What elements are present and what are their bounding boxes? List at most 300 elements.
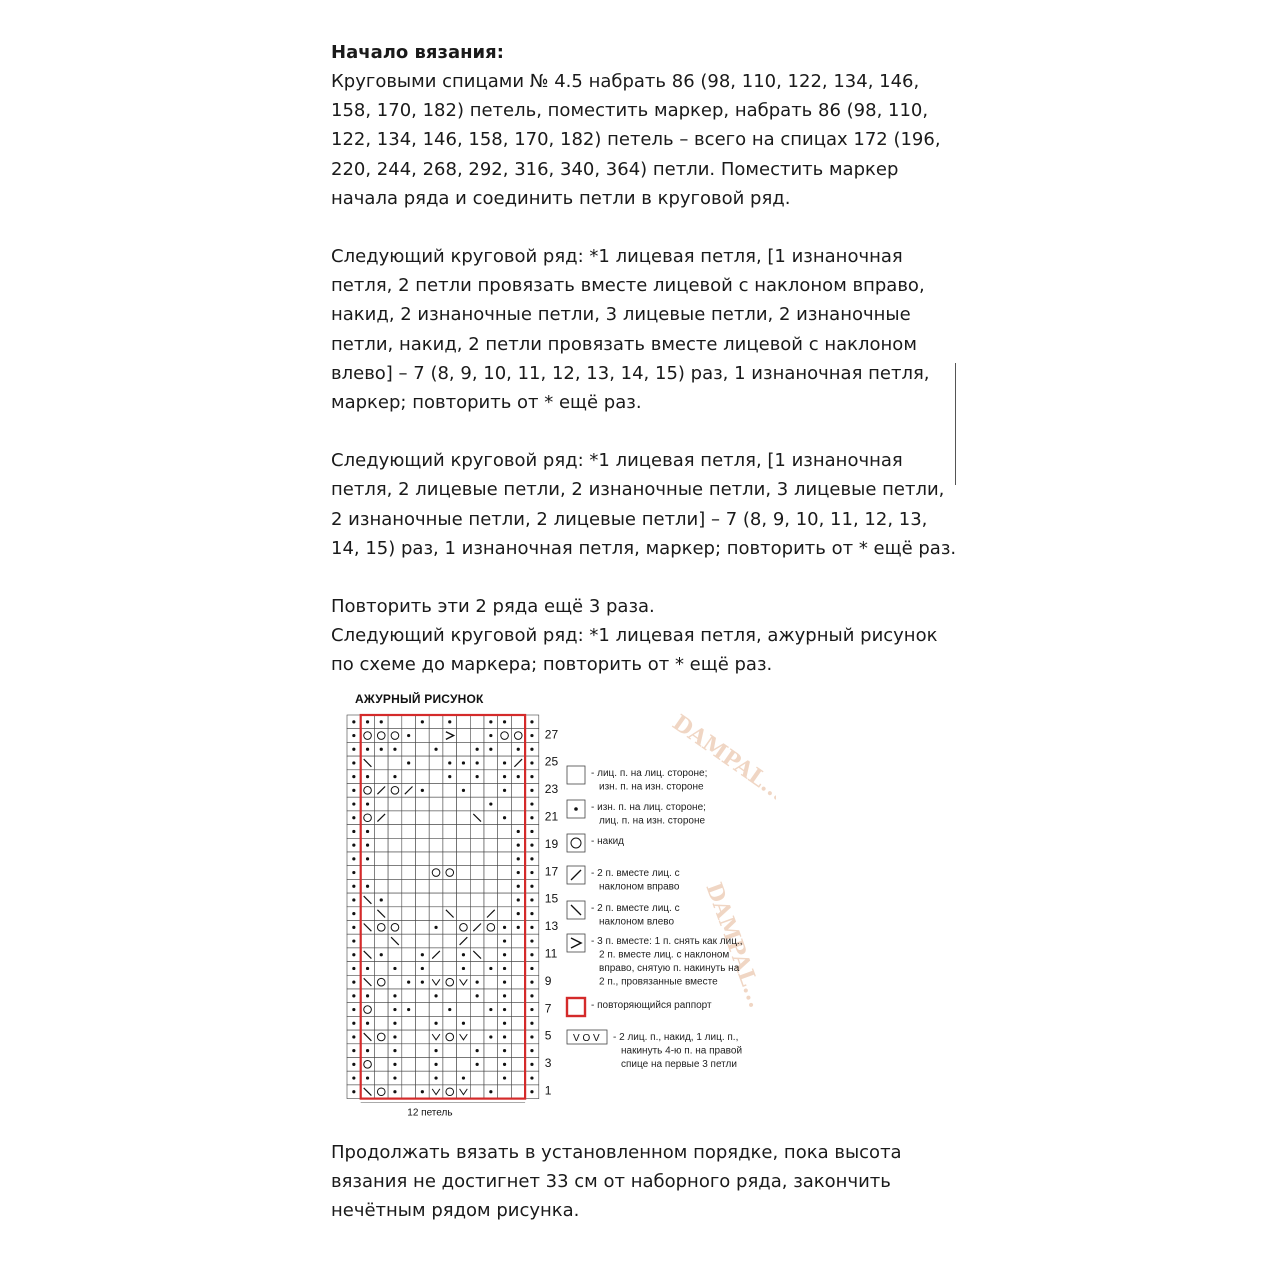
- chart-cell: [416, 1044, 430, 1058]
- purl-dot: [448, 761, 451, 764]
- purl-dot: [434, 994, 437, 997]
- chart-cell: [429, 784, 443, 798]
- purl-dot: [352, 844, 355, 847]
- chart-cell: [443, 838, 457, 852]
- chart-cell: [457, 742, 471, 756]
- purl-dot: [462, 953, 465, 956]
- purl-dot: [352, 967, 355, 970]
- chart-cell: [416, 852, 430, 866]
- purl-dot: [421, 720, 424, 723]
- purl-dot: [530, 885, 533, 888]
- purl-dot: [503, 967, 506, 970]
- purl-dot: [352, 1090, 355, 1093]
- purl-dot: [352, 1076, 355, 1079]
- chart-cell: [416, 921, 430, 935]
- chart-cell: [374, 1071, 388, 1085]
- purl-dot: [503, 1008, 506, 1011]
- purl-dot: [366, 1022, 369, 1025]
- chart-cell: [484, 989, 498, 1003]
- chart-cell: [374, 756, 388, 770]
- purl-dot: [503, 926, 506, 929]
- chart-cell: [402, 1044, 416, 1058]
- purl-dot: [366, 885, 369, 888]
- chart-cell: [374, 729, 388, 743]
- chart-cell: [416, 1058, 430, 1072]
- chart-cell: [443, 921, 457, 935]
- chart-cell: [374, 1058, 388, 1072]
- purl-dot: [530, 926, 533, 929]
- chart-cell: [388, 825, 402, 839]
- chart-cell: [484, 866, 498, 880]
- legend-label: - 2 лиц. п., накид, 1 лиц. п.,: [613, 1032, 739, 1043]
- purl-dot: [517, 830, 520, 833]
- purl-dot: [393, 1076, 396, 1079]
- chart-cell: [388, 797, 402, 811]
- chart-cell: [388, 893, 402, 907]
- chart-cell: [361, 729, 375, 743]
- chart-cell: [388, 729, 402, 743]
- chart-cell: [402, 921, 416, 935]
- chart-cell: [374, 1085, 388, 1099]
- chart-cell: [443, 797, 457, 811]
- chart-cell: [498, 825, 512, 839]
- chart-cell: [402, 893, 416, 907]
- purl-dot: [393, 748, 396, 751]
- chart-cell: [429, 756, 443, 770]
- chart-cell: [457, 1044, 471, 1058]
- chart-cell: [470, 866, 484, 880]
- purl-dot: [352, 912, 355, 915]
- purl-dot: [434, 1022, 437, 1025]
- chart-cell: [457, 729, 471, 743]
- chart-cell: [484, 934, 498, 948]
- chart-cell: [416, 1016, 430, 1030]
- chart-cell: [457, 893, 471, 907]
- chart-cell: [402, 742, 416, 756]
- chart-cell: [402, 879, 416, 893]
- chart-cell: [484, 948, 498, 962]
- purl-dot: [352, 1035, 355, 1038]
- purl-dot: [530, 939, 533, 942]
- purl-dot: [530, 761, 533, 764]
- purl-dot: [393, 1022, 396, 1025]
- legend-label: наклоном влево: [599, 916, 675, 928]
- purl-dot: [462, 789, 465, 792]
- chart-cell: [416, 879, 430, 893]
- purl-dot: [517, 857, 520, 860]
- chart-cell: [429, 893, 443, 907]
- chart-cell: [388, 907, 402, 921]
- chart-cell: [498, 879, 512, 893]
- chart-cell: [429, 934, 443, 948]
- purl-dot: [489, 1008, 492, 1011]
- purl-dot: [530, 1008, 533, 1011]
- purl-dot: [380, 720, 383, 723]
- purl-dot: [352, 994, 355, 997]
- chart-cell: [429, 1085, 443, 1099]
- chart-cell: [374, 1044, 388, 1058]
- purl-dot: [517, 748, 520, 751]
- legend-swatch: [567, 834, 585, 852]
- purl-dot: [352, 830, 355, 833]
- chart-cell: [470, 1003, 484, 1017]
- purl-dot: [352, 734, 355, 737]
- purl-dot: [380, 898, 383, 901]
- purl-dot: [352, 857, 355, 860]
- purl-dot: [503, 1049, 506, 1052]
- purl-dot: [393, 967, 396, 970]
- legend-swatch-glyph: V O V: [573, 1033, 600, 1044]
- chart-cell: [457, 825, 471, 839]
- chart-cell: [443, 975, 457, 989]
- chart-cell: [498, 838, 512, 852]
- stitch-count-label: 12 петель: [407, 1107, 453, 1119]
- purl-dot: [352, 1049, 355, 1052]
- purl-dot: [503, 953, 506, 956]
- purl-dot: [503, 761, 506, 764]
- purl-dot: [530, 789, 533, 792]
- purl-dot: [366, 844, 369, 847]
- chart-cell: [511, 715, 525, 729]
- watermark-text: DAMPAL...: [700, 879, 770, 1012]
- purl-dot: [517, 898, 520, 901]
- chart-cell: [443, 989, 457, 1003]
- purl-dot: [503, 816, 506, 819]
- chart-cell: [457, 879, 471, 893]
- chart-cell: [457, 770, 471, 784]
- chart-cell: [416, 1071, 430, 1085]
- row-number: 15: [544, 891, 559, 906]
- chart-cell: [470, 893, 484, 907]
- chart-cell: [443, 1071, 457, 1085]
- chart-cell: [416, 811, 430, 825]
- chart-cell: [416, 729, 430, 743]
- chart-cell: [402, 866, 416, 880]
- legend-label: - 2 п. вместе лиц. с: [591, 868, 680, 879]
- chart-cell: [443, 742, 457, 756]
- watermark-text: DAMPAL...: [667, 709, 776, 807]
- purl-dot: [462, 1076, 465, 1079]
- chart-cell: [402, 934, 416, 948]
- purl-dot: [434, 926, 437, 929]
- chart-cell: [470, 825, 484, 839]
- chart-cell: [388, 866, 402, 880]
- purl-dot: [393, 994, 396, 997]
- purl-dot: [407, 734, 410, 737]
- chart-cell: [457, 989, 471, 1003]
- chart-cell: [361, 1058, 375, 1072]
- legend-dot-icon: [574, 807, 578, 811]
- purl-dot: [530, 1090, 533, 1093]
- purl-dot: [503, 775, 506, 778]
- purl-dot: [530, 871, 533, 874]
- purl-dot: [352, 885, 355, 888]
- chart-cell: [374, 975, 388, 989]
- chart-cell: [443, 934, 457, 948]
- chart-cell: [361, 811, 375, 825]
- purl-dot: [530, 844, 533, 847]
- chart-cell: [429, 1030, 443, 1044]
- chart-cell: [498, 742, 512, 756]
- chart-cell: [429, 879, 443, 893]
- purl-dot: [352, 981, 355, 984]
- chart-cell: [470, 852, 484, 866]
- chart-cell: [457, 852, 471, 866]
- chart-cell: [511, 1071, 525, 1085]
- lace-chart-figure: [331, 686, 776, 1128]
- purl-dot: [366, 720, 369, 723]
- purl-dot: [503, 789, 506, 792]
- chart-cell: [402, 1058, 416, 1072]
- paragraph-repeat: Повторить эти 2 ряда ещё 3 раза.: [331, 596, 655, 618]
- chart-cell: [484, 1044, 498, 1058]
- purl-dot: [489, 802, 492, 805]
- row-number: 25: [544, 754, 559, 769]
- chart-cell: [416, 1003, 430, 1017]
- chart-cell: [470, 729, 484, 743]
- chart-cell: [388, 784, 402, 798]
- legend-swatch: [567, 998, 585, 1016]
- row-number: 5: [544, 1028, 552, 1043]
- purl-dot: [489, 967, 492, 970]
- purl-dot: [366, 1076, 369, 1079]
- chart-cell: [374, 1003, 388, 1017]
- purl-dot: [489, 1035, 492, 1038]
- chart-cell: [374, 879, 388, 893]
- purl-dot: [503, 1035, 506, 1038]
- purl-dot: [530, 816, 533, 819]
- purl-dot: [352, 775, 355, 778]
- chart-cell: [443, 962, 457, 976]
- chart-cell: [388, 975, 402, 989]
- chart-cell: [511, 975, 525, 989]
- chart-cell: [484, 975, 498, 989]
- purl-dot: [530, 898, 533, 901]
- chart-cell: [511, 1016, 525, 1030]
- purl-dot: [352, 761, 355, 764]
- chart-cell: [470, 1085, 484, 1099]
- chart-cell: [429, 907, 443, 921]
- purl-dot: [503, 981, 506, 984]
- purl-dot: [476, 775, 479, 778]
- chart-cell: [388, 811, 402, 825]
- purl-dot: [434, 1049, 437, 1052]
- purl-dot: [462, 1022, 465, 1025]
- purl-dot: [393, 1008, 396, 1011]
- chart-cell: [443, 1016, 457, 1030]
- legend-label: 2 п., провязанные вместе: [599, 976, 718, 988]
- paragraph-lace-start: Следующий круговой ряд: *1 лицевая петля, ажурный рисунок по схеме до маркера; повторить от * ещё раз.: [331, 625, 938, 676]
- purl-dot: [352, 871, 355, 874]
- chart-cell: [511, 797, 525, 811]
- chart-cell: [457, 1058, 471, 1072]
- purl-dot: [352, 1022, 355, 1025]
- chart-cell: [470, 934, 484, 948]
- purl-dot: [517, 844, 520, 847]
- chart-cell: [374, 1030, 388, 1044]
- chart-cell: [361, 907, 375, 921]
- chart-cell: [443, 852, 457, 866]
- chart-cell: [511, 934, 525, 948]
- row-number: 13: [544, 919, 559, 934]
- chart-cell: [457, 1085, 471, 1099]
- purl-dot: [489, 748, 492, 751]
- legend-label: - изн. п. на лиц. стороне;: [591, 802, 706, 813]
- chart-cell: [416, 907, 430, 921]
- chart-cell: [457, 838, 471, 852]
- chart-cell: [470, 1016, 484, 1030]
- purl-dot: [407, 981, 410, 984]
- chart-cell: [443, 1085, 457, 1099]
- purl-dot: [530, 857, 533, 860]
- chart-cell: [402, 770, 416, 784]
- chart-cell: [388, 715, 402, 729]
- chart-cell: [484, 825, 498, 839]
- chart-cell: [416, 866, 430, 880]
- chart-cell: [429, 838, 443, 852]
- chart-cell: [429, 715, 443, 729]
- chart-cell: [374, 825, 388, 839]
- legend-label: - лиц. п. на лиц. стороне;: [591, 768, 708, 779]
- legend-label: лиц. п. на изн. стороне: [599, 815, 706, 827]
- chart-cell: [484, 811, 498, 825]
- chart-cell: [402, 715, 416, 729]
- section-heading: Начало вязания:: [331, 42, 504, 63]
- chart-cell: [511, 948, 525, 962]
- chart-cell: [402, 1030, 416, 1044]
- chart-cell: [402, 838, 416, 852]
- purl-dot: [503, 1063, 506, 1066]
- purl-dot: [462, 967, 465, 970]
- chart-cell: [470, 1071, 484, 1085]
- purl-dot: [421, 1090, 424, 1093]
- purl-dot: [366, 967, 369, 970]
- row-number: 3: [544, 1056, 552, 1071]
- legend-label: - повторяющийся раппорт: [591, 1000, 712, 1011]
- chart-cell: [374, 852, 388, 866]
- purl-dot: [393, 1035, 396, 1038]
- paragraph-round-1: Следующий круговой ряд: *1 лицевая петля, [1 изнаночная петля, 2 петли провязать вместе лицевой с наклоном вправо, накид, 2 изнаночные петли, 3 лицевые петли, 2 изнаночные петли, накид, 2 петли провязать вместе лицевой с наклоном влево] – 7 (8, 9, 10, 11, 12, 13, 14, 15) раз, 1 изнаночная петля, маркер; повторить от * ещё раз.: [331, 246, 930, 414]
- chart-cell: [498, 852, 512, 866]
- purl-dot: [476, 994, 479, 997]
- chart-cell: [470, 784, 484, 798]
- chart-cell: [511, 1085, 525, 1099]
- chart-cell: [511, 729, 525, 743]
- chart-cell: [374, 989, 388, 1003]
- legend-label: наклоном вправо: [599, 881, 680, 893]
- legend-label: - 3 п. вместе: 1 п. снять как лиц.,: [591, 936, 743, 947]
- purl-dot: [352, 802, 355, 805]
- chart-cell: [498, 893, 512, 907]
- chart-cell: [484, 770, 498, 784]
- chart-cell: [374, 866, 388, 880]
- chart-cell: [374, 921, 388, 935]
- chart-cell: [498, 797, 512, 811]
- chart-cell: [443, 825, 457, 839]
- chart-cell: [429, 797, 443, 811]
- row-number: 1: [544, 1083, 552, 1098]
- purl-dot: [448, 720, 451, 723]
- purl-dot: [503, 720, 506, 723]
- chart-cell: [511, 962, 525, 976]
- chart-cell: [416, 893, 430, 907]
- purl-dot: [503, 1076, 506, 1079]
- chart-cell: [429, 975, 443, 989]
- purl-dot: [503, 1022, 506, 1025]
- chart-cell: [416, 989, 430, 1003]
- purl-dot: [530, 1063, 533, 1066]
- chart-cell: [511, 1003, 525, 1017]
- purl-dot: [503, 939, 506, 942]
- purl-dot: [421, 967, 424, 970]
- purl-dot: [352, 748, 355, 751]
- purl-dot: [530, 1076, 533, 1079]
- chart-cell: [470, 1030, 484, 1044]
- chart-cell: [443, 784, 457, 798]
- chart-cell: [388, 948, 402, 962]
- chart-cell: [402, 1085, 416, 1099]
- legend-label: 2 п. вместе лиц. с наклоном: [599, 949, 730, 961]
- chart-cell: [457, 715, 471, 729]
- purl-dot: [366, 775, 369, 778]
- chart-cell: [470, 962, 484, 976]
- chart-cell: [443, 811, 457, 825]
- chart-cell: [470, 797, 484, 811]
- purl-dot: [352, 720, 355, 723]
- purl-dot: [530, 802, 533, 805]
- chart-cell: [484, 1071, 498, 1085]
- purl-dot: [407, 761, 410, 764]
- purl-dot: [448, 1008, 451, 1011]
- legend-label: вправо, снятую п. накинуть на: [599, 963, 740, 974]
- chart-cell: [484, 1016, 498, 1030]
- chart-cell: [416, 742, 430, 756]
- document-body: [331, 38, 971, 680]
- chart-cell: [416, 770, 430, 784]
- row-number: 27: [544, 727, 559, 742]
- chart-cell: [457, 811, 471, 825]
- purl-dot: [366, 830, 369, 833]
- chart-cell: [416, 756, 430, 770]
- chart-cell: [470, 879, 484, 893]
- purl-dot: [421, 953, 424, 956]
- chart-cell: [484, 838, 498, 852]
- chart-cell: [361, 784, 375, 798]
- chart-cell: [429, 1003, 443, 1017]
- purl-dot: [366, 748, 369, 751]
- chart-cell: [361, 866, 375, 880]
- chart-cell: [429, 866, 443, 880]
- purl-dot: [380, 748, 383, 751]
- chart-cell: [429, 811, 443, 825]
- chart-cell: [443, 1030, 457, 1044]
- chart-cell: [457, 1003, 471, 1017]
- chart-cell: [361, 934, 375, 948]
- chart-cell: [443, 1058, 457, 1072]
- purl-dot: [462, 761, 465, 764]
- purl-dot: [352, 953, 355, 956]
- purl-dot: [352, 816, 355, 819]
- chart-cell: [457, 797, 471, 811]
- purl-dot: [393, 1049, 396, 1052]
- row-number: 17: [544, 864, 559, 879]
- purl-dot: [476, 748, 479, 751]
- chart-cell: [374, 770, 388, 784]
- chart-cell: [416, 797, 430, 811]
- legend-label: изн. п. на изн. стороне: [599, 781, 704, 793]
- purl-dot: [530, 953, 533, 956]
- document-footer: [331, 1138, 971, 1226]
